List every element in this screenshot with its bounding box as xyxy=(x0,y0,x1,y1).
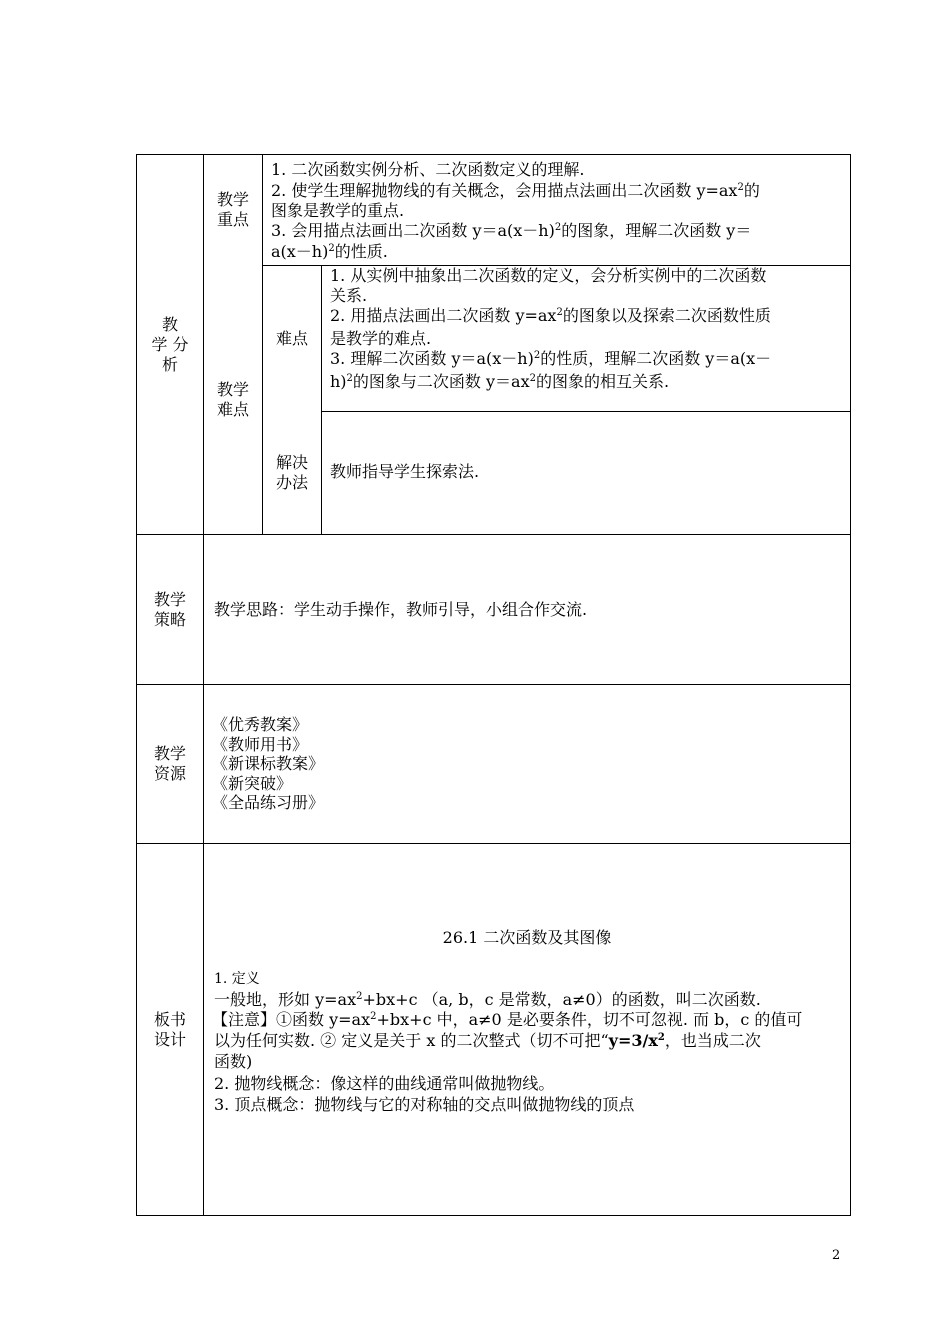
board-line: 【注意】①函数 $y=ax^2+bx+c$ 中，a≠0 是必要条件，切不可忽视. 而 b，c 的值可 xyxy=(212,1010,803,1029)
difficulty-line: 1. 从实例中抽象出二次函数的定义，会分析实例中的二次函数 xyxy=(330,266,767,285)
resources-label-line: 资源 xyxy=(153,764,186,783)
resource-item: 《新突破》 xyxy=(212,774,293,793)
resource-item: 《新课标教案》 xyxy=(212,754,325,773)
page-number: 2 xyxy=(832,1248,841,1263)
resource-item: 《优秀教案》 xyxy=(212,715,309,734)
resources-label-line: 教学 xyxy=(153,744,186,763)
solution-label xyxy=(263,412,321,534)
board-line: 2. 抛物线概念：像这样的曲线通常叫做抛物线。 xyxy=(214,1074,555,1093)
strategy-label xyxy=(137,535,203,684)
analysis-label-line: 学 分 xyxy=(151,334,189,354)
strategy-text: 教学思路：学生动手操作，教师引导，小组合作交流. xyxy=(214,600,588,619)
analysis-label xyxy=(137,155,203,534)
focus-line: 3. 会用描点法画出二次函数 $y=a(x-h)^2$的图象，理解二次函数 y＝ xyxy=(271,221,752,240)
strategy-label-line: 教学 xyxy=(153,589,186,609)
board-line: 一般地，形如 $y=ax^2+bx+c$ （a, b，c 是常数，a≠0）的函数，叫二次函数. xyxy=(214,990,761,1009)
board-label xyxy=(137,844,203,1215)
analysis-label-line: 教 xyxy=(161,314,178,334)
board-line: 3. 顶点概念：抛物线与它的对称轴的交点叫做抛物线的顶点 xyxy=(214,1095,635,1114)
board-line: 1. 定义 xyxy=(214,971,260,987)
solution-label-line: 解决 xyxy=(275,453,308,472)
board-line: 以为任何实数. ② 定义是关于 x 的二次整式（切不可把“$y=3/x^2$，也当成二次 xyxy=(214,1031,761,1050)
difficulty-line: h)$^2$的图象与二次函数 $y=ax^2$的图象的相互关系. xyxy=(330,372,670,391)
focus-line: 图象是教学的重点. xyxy=(271,201,405,220)
difficulty-line: 2. 用描点法画出二次函数 $y=ax^2$的图象以及探索二次函数性质 xyxy=(330,306,771,325)
analysis-label-line: 析 xyxy=(161,354,178,374)
difficulty-line: 3. 理解二次函数 $y=a(x-h)^2$的性质，理解二次函数 y＝a(x－ xyxy=(330,349,772,368)
focus-line: 1. 二次函数实例分析、二次函数定义的理解. xyxy=(271,160,585,179)
board-label-line: 板书 xyxy=(153,1009,186,1029)
nandian-label-text: 难点 xyxy=(275,328,308,348)
resource-item: 《全品练习册》 xyxy=(212,793,325,812)
difficulty-label-line: 难点 xyxy=(216,400,249,419)
difficulty-label xyxy=(204,266,262,534)
board-line: 函数) xyxy=(214,1052,253,1071)
resources-label xyxy=(137,685,203,843)
solution-text: 教师指导学生探索法. xyxy=(330,462,480,481)
board-title: 26.1 二次函数及其图像 xyxy=(442,928,612,947)
difficulty-label-line: 教学 xyxy=(216,380,249,399)
resource-item: 《教师用书》 xyxy=(212,735,309,754)
strategy-label-line: 策略 xyxy=(153,609,186,629)
board-label-line: 设计 xyxy=(153,1029,186,1049)
focus-line: $a(x-h)^2$的性质. xyxy=(271,242,388,261)
difficulty-line: 关系. xyxy=(330,286,368,305)
difficulty-line: 是教学的难点. xyxy=(330,329,432,348)
solution-label-line: 办法 xyxy=(275,473,308,492)
focus-label-line: 教学 xyxy=(216,190,249,209)
focus-label xyxy=(204,155,262,265)
focus-label-line: 重点 xyxy=(216,210,249,229)
focus-line: 2. 使学生理解抛物线的有关概念，会用描点法画出二次函数 $y=ax^2$的 xyxy=(271,181,760,200)
nandian-label xyxy=(263,266,321,411)
